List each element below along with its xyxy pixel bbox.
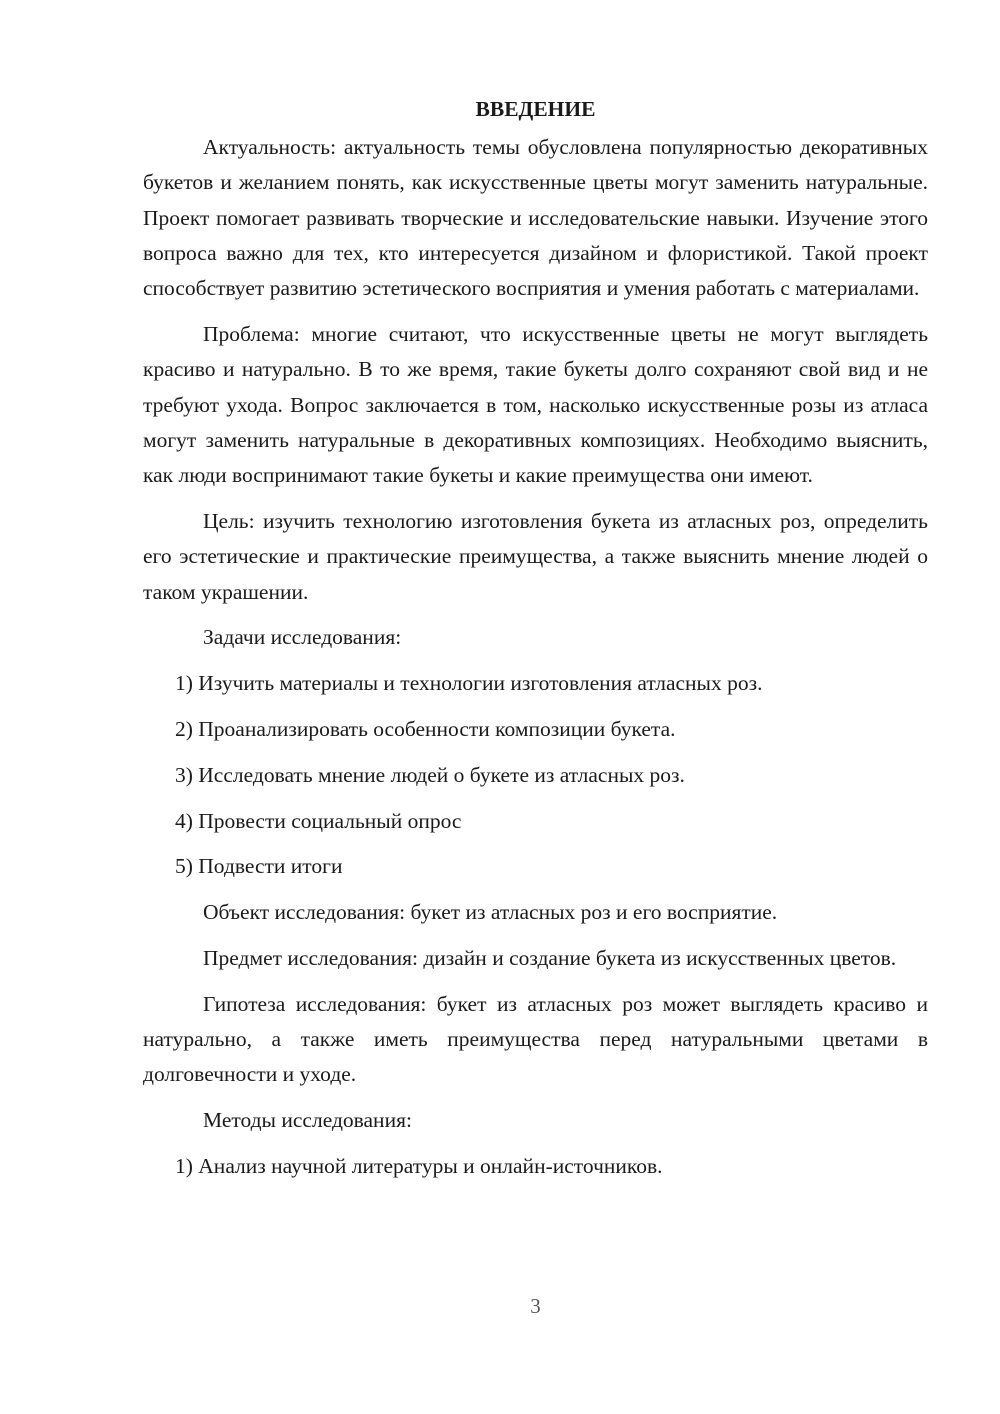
task-item-1: 1) Изучить материалы и технологии изготовления атласных роз.	[175, 671, 763, 696]
relevance-paragraph: Актуальность: актуальность темы обусловлена популярностью декоративных букетов и желанием понять, как искусственные цветы могут заменить натуральные. Проект помогает развивать творческие и исследовательские навыки. Изучение этого вопроса важно для тех, кто интересуется дизайном и флористикой. Такой проект способствует развитию эстетического восприятия и умения работать с материалами.	[143, 135, 928, 301]
page-number: 3	[530, 1294, 541, 1318]
tasks-label: Задачи исследования:	[203, 625, 402, 650]
hypothesis-paragraph: Гипотеза исследования: букет из атласных роз может выглядеть красиво и натурально, а также иметь преимущества перед натуральными цветами в долговечности и уходе.	[143, 991, 928, 1087]
section-heading: ВВЕДЕНИЕ	[475, 97, 596, 121]
subject-paragraph: Предмет исследования: дизайн и создание букета из искусственных цветов.	[203, 945, 897, 970]
task-item-3: 3) Исследовать мнение людей о букете из атласных роз.	[175, 762, 685, 787]
method-item-1: 1) Анализ научной литературы и онлайн-источников.	[175, 1153, 663, 1178]
task-item-4: 4) Провести социальный опрос	[175, 808, 462, 833]
methods-label: Методы исследования:	[203, 1108, 412, 1133]
problem-paragraph: Проблема: многие считают, что искусственные цветы не могут выглядеть красиво и натурально. В то же время, такие букеты долго сохраняют свой вид и не требуют ухода. Вопрос заключается в том, насколько искусственные розы из атласа могут заменить натуральные в декоративных композициях. Необходимо выяснить, как люди воспринимают такие букеты и какие преимущества они имеют.	[143, 321, 928, 488]
object-paragraph: Объект исследования: букет из атласных роз и его восприятие.	[203, 900, 778, 925]
task-item-2: 2) Проанализировать особенности композиции букета.	[175, 716, 676, 741]
document-page	[143, 92, 928, 1195]
task-item-5: 5) Подвести итоги	[175, 854, 343, 879]
goal-paragraph: Цель: изучить технологию изготовления букета из атласных роз, определить его эстетические и практические преимущества, а также выяснить мнение людей о таком украшении.	[143, 508, 928, 604]
